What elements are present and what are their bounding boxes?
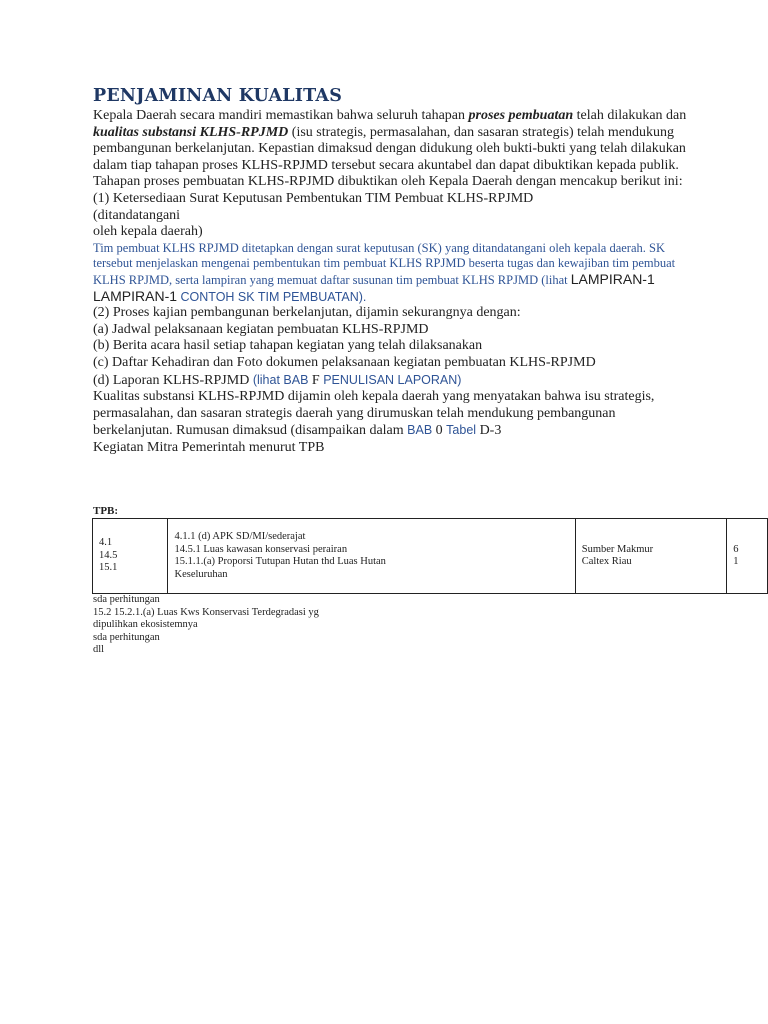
table-row	[93, 519, 768, 594]
paragraph-1	[93, 108, 693, 174]
paragraph-3-end: Kegiatan Mitra Pemerintah menurut TPB	[93, 439, 325, 455]
para3-text: Kualitas substansi KLHS-RPJMD dijamin oleh kepala daerah yang menyatakan bahwa isu strategis, permasalahan, dan sasaran strategis daerah yang dirumuskan telah mendukung pembangunan berkelanjutan. Rumusan dimaksud (disampaikan dalam	[93, 389, 655, 439]
para1-bold-proses: proses pembuatan	[468, 108, 574, 123]
partner: Caltex Riau	[581, 556, 632, 567]
note-line: dll	[93, 644, 105, 656]
tpb-code: 15.1	[99, 562, 118, 574]
lihat-bab-link[interactable]: (lihat BAB	[252, 372, 309, 387]
indicator: 4.1.1 (d) APK SD/MI/sederajat	[174, 531, 306, 542]
item-1-line-3: oleh kepala daerah)	[93, 224, 203, 240]
contoh-sk-link[interactable]: CONTOH SK TIM PEMBUATAN).	[177, 289, 367, 304]
para1-bold-kualitas: kualitas substansi KLHS-RPJMD	[93, 124, 289, 140]
tpb-label: TPB:	[93, 505, 119, 517]
last-cell	[727, 519, 768, 594]
item-d-f: F	[308, 372, 324, 388]
para1-text-3: (isu strategis, permasalahan, dan sasaran strategis) telah mendukung pembangunan berkelanjutan. Kepastian dimaksud dengan didukung oleh bukti-bukti yang telah dilakukan dalam tiap tahapan proses KLHS-RPJMD tersebut secara akuntabel dan dapat dibuktikan kepada publik.	[93, 124, 686, 173]
item-2: (2) Proses kajian pembangunan berkelanjutan, dijamin sekurangnya dengan:	[93, 305, 521, 321]
tpb-code: 14.5	[99, 549, 118, 561]
item-1-line-1: (1) Ketersediaan Surat Keputusan Pembentukan TIM Pembuat KLHS-RPJMD	[93, 190, 534, 206]
tpb-table	[92, 518, 768, 594]
sk-text: Tim pembuat KLHS RPJMD ditetapkan dengan surat keputusan (SK) yang ditandatangani oleh kepala daerah. SK tersebut menjelaskan mengenai pembentukan tim pembuat KLHS RPJMD beserta tugas dan kewajiban tim pembuat KLHS RPJMD, serta lampiran yang memuat daftar susunan tim pembuat KLHS RPJMD (lihat	[93, 240, 676, 287]
section-title: PENJAMINAN KUALITAS	[93, 86, 343, 106]
item-1-line-2: (ditandatangani	[93, 207, 181, 223]
indicator: 14.5.1 Luas kawasan konservasi perairan	[174, 543, 348, 555]
item-c: (c) Daftar Kehadiran dan Foto dokumen pelaksanaan kegiatan pembuatan KLHS-RPJMD	[93, 354, 596, 370]
sk-description	[93, 241, 693, 305]
note-line: sda perhitungan	[93, 594, 160, 605]
item-a: (a) Jadwal pelaksanaan kegiatan pembuatan KLHS-RPJMD	[93, 321, 429, 337]
para3-zero: 0	[432, 423, 447, 439]
bab-link[interactable]: BAB	[407, 423, 433, 438]
last-value: 1	[733, 556, 739, 567]
tabel-link[interactable]: Tabel	[446, 423, 477, 438]
paragraph-2: Tahapan proses pembuatan KLHS-RPJMD dibuktikan oleh Kepala Daerah dengan mencakup berikut ini:	[93, 174, 683, 190]
penulisan-laporan-link[interactable]: PENULISAN LAPORAN)	[323, 372, 462, 387]
indicators-cell	[168, 519, 575, 594]
note-line: sda perhitungan	[93, 631, 160, 643]
item-d-text: (d) Laporan KLHS-RPJMD	[93, 372, 253, 388]
partner: Sumber Makmur	[581, 543, 654, 555]
para3-d3: D-3	[476, 423, 502, 439]
body-text	[93, 108, 693, 456]
indicator: 15.1.1.(a) Proporsi Tutupan Hutan thd Luas Hutan Keseluruhan	[174, 556, 386, 580]
item-b: (b) Berita acara hasil setiap tahapan kegiatan yang telah dilaksanakan	[93, 338, 483, 354]
lampiran-ref[interactable]: LAMPIRAN-1 LAMPIRAN-1	[93, 270, 655, 304]
after-table-notes	[93, 594, 393, 657]
paragraph-3	[93, 389, 693, 440]
partners-cell	[575, 519, 727, 594]
para1-text-1: Kepala Daerah secara mandiri memastikan bahwa seluruh tahapan	[93, 108, 469, 123]
item-d	[93, 372, 693, 390]
tpb-code: 4.1	[99, 537, 113, 549]
last-value: 6	[733, 543, 739, 555]
tpb-codes-cell	[93, 519, 168, 594]
note-line: 15.2 15.2.1.(a) Luas Kws Konservasi Terdegradasi yg dipulihkan ekosistemnya	[93, 606, 319, 631]
para1-text-2: telah dilakukan dan	[573, 108, 687, 123]
